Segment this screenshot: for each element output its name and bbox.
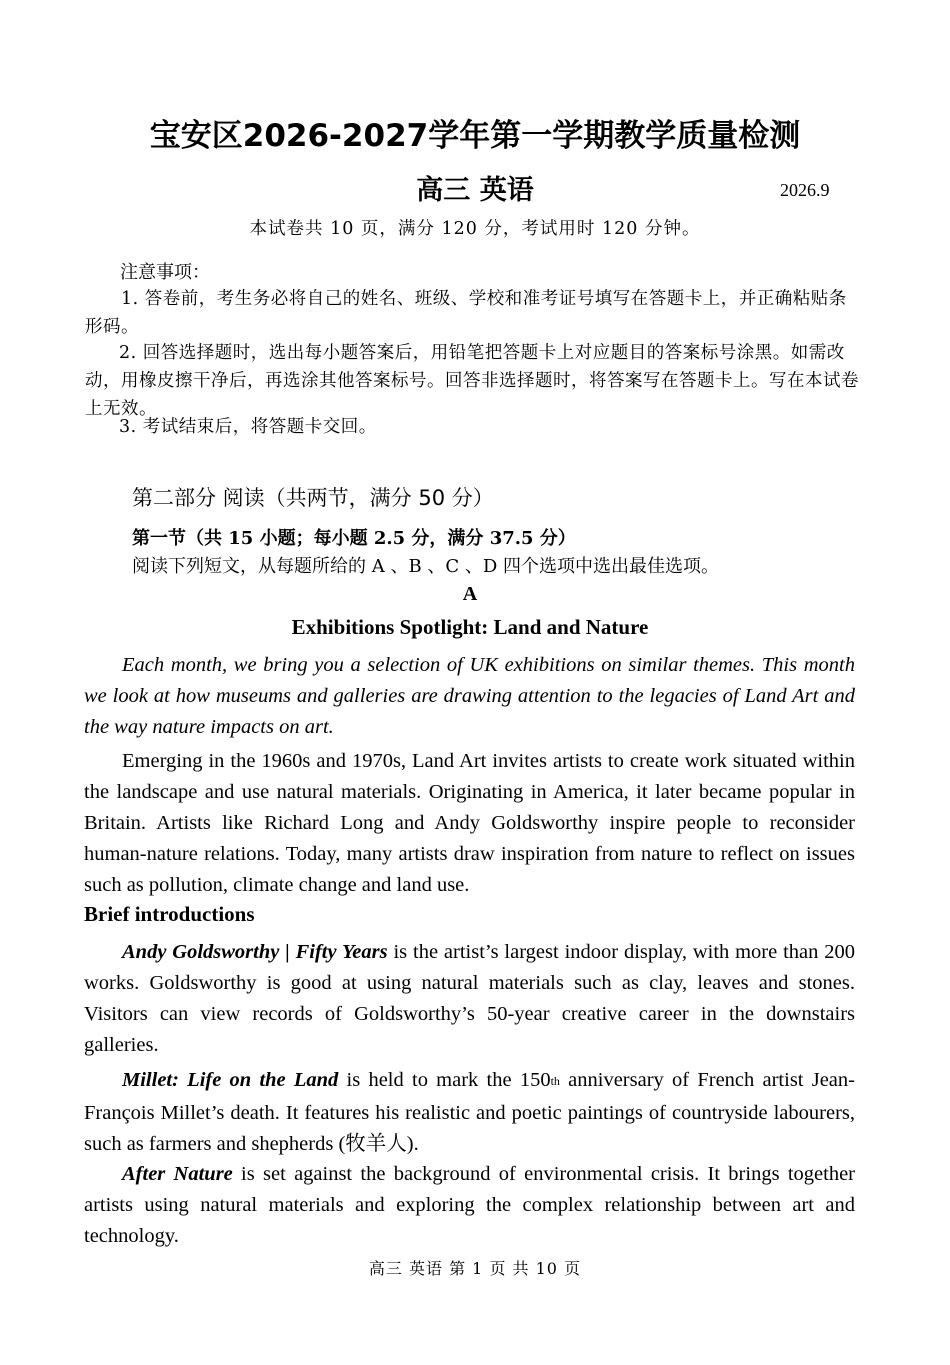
exam-subtitle: 高三 英语: [416, 175, 534, 206]
passage-intro: Each month, we bring you a selection of UK exhibitions on similar themes. This month we look at how museums and galleries are drawing attention to the legacies of Land Art and the way nature impacts on art.: [84, 654, 855, 738]
section-title: 第一节（共 15 小题；每小题 2.5 分，满分 37.5 分）: [132, 528, 576, 549]
exhibition-text: is held to mark the 150: [338, 1069, 551, 1091]
ordinal-suffix: th: [550, 1074, 560, 1088]
passage-letter: A: [462, 583, 478, 605]
notice-item-1: 1. 答卷前，考生务必将自己的姓名、班级、学校和准考证号填写在答题卡上，并正确粘贴条形码。: [85, 289, 847, 337]
section-instruction: 阅读下列短文，从每题所给的 A 、B 、C 、D 四个选项中选出最佳选项。: [132, 556, 720, 577]
exhibition-name: Millet: Life on the Land: [122, 1069, 339, 1091]
notice-item-3: 3. 考试结束后，将答题卡交回。: [119, 417, 377, 437]
exam-date: 2026.9: [780, 180, 830, 200]
exhibition-goldsworthy: [84, 937, 855, 1061]
exhibition-name: After Nature: [122, 1163, 233, 1185]
exhibition-name: Andy Goldsworthy | Fifty Years: [122, 941, 388, 963]
passage-title: Exhibitions Spotlight: Land and Nature: [291, 615, 649, 639]
passage-paragraph-1: Emerging in the 1960s and 1970s, Land Art invites artists to create work situated within the landscape and use natural materials. Originating in America, it later became popular in Britain. Artists like Richard Long and Andy Goldsworthy inspire people to reconsider human-nature relations. Today, many artists draw inspiration from nature to reflect on issues such as pollution, climate change and land use.: [84, 750, 855, 896]
brief-introductions-heading: Brief introductions: [84, 902, 255, 926]
part-title: 第二部分 阅读（共两节，满分 50 分）: [132, 486, 494, 510]
exhibition-after-nature: [84, 1159, 855, 1252]
page-footer: 高三 英语 第 1 页 共 10 页: [368, 1259, 582, 1278]
exam-title: 宝安区2026-2027学年第一学期教学质量检测: [149, 118, 801, 154]
exhibition-text: is the artist’s largest indoor display, with more than 200 works. Goldsworthy is good at using natural materials such as clay, leaves and stones. Visitors can view records of Goldsworthy’s 50-year creative career in the downstairs galleries.: [84, 941, 855, 1056]
exhibition-millet: [84, 1065, 855, 1160]
exhibition-text: anniversary of French artist Jean-François Millet’s death. It features his realistic and poetic paintings of countryside labourers, such as farmers and shepherds (牧羊人).: [84, 1069, 855, 1155]
exhibition-text: is set against the background of environmental crisis. It brings together artists using natural materials and exploring the complex relationship between art and technology.: [84, 1163, 855, 1247]
notice-item-2: 2. 回答选择题时，选出每小题答案后，用铅笔把答题卡上对应题目的答案标号涂黑。如需改动，用橡皮擦干净后，再选涂其他答案标号。回答非选择题时，将答案写在答题卡上。写在本试卷上无效。: [85, 343, 859, 419]
exam-info: 本试卷共 10 页，满分 120 分，考试用时 120 分钟。: [249, 219, 701, 239]
notice-title: 注意事项：: [120, 262, 210, 283]
